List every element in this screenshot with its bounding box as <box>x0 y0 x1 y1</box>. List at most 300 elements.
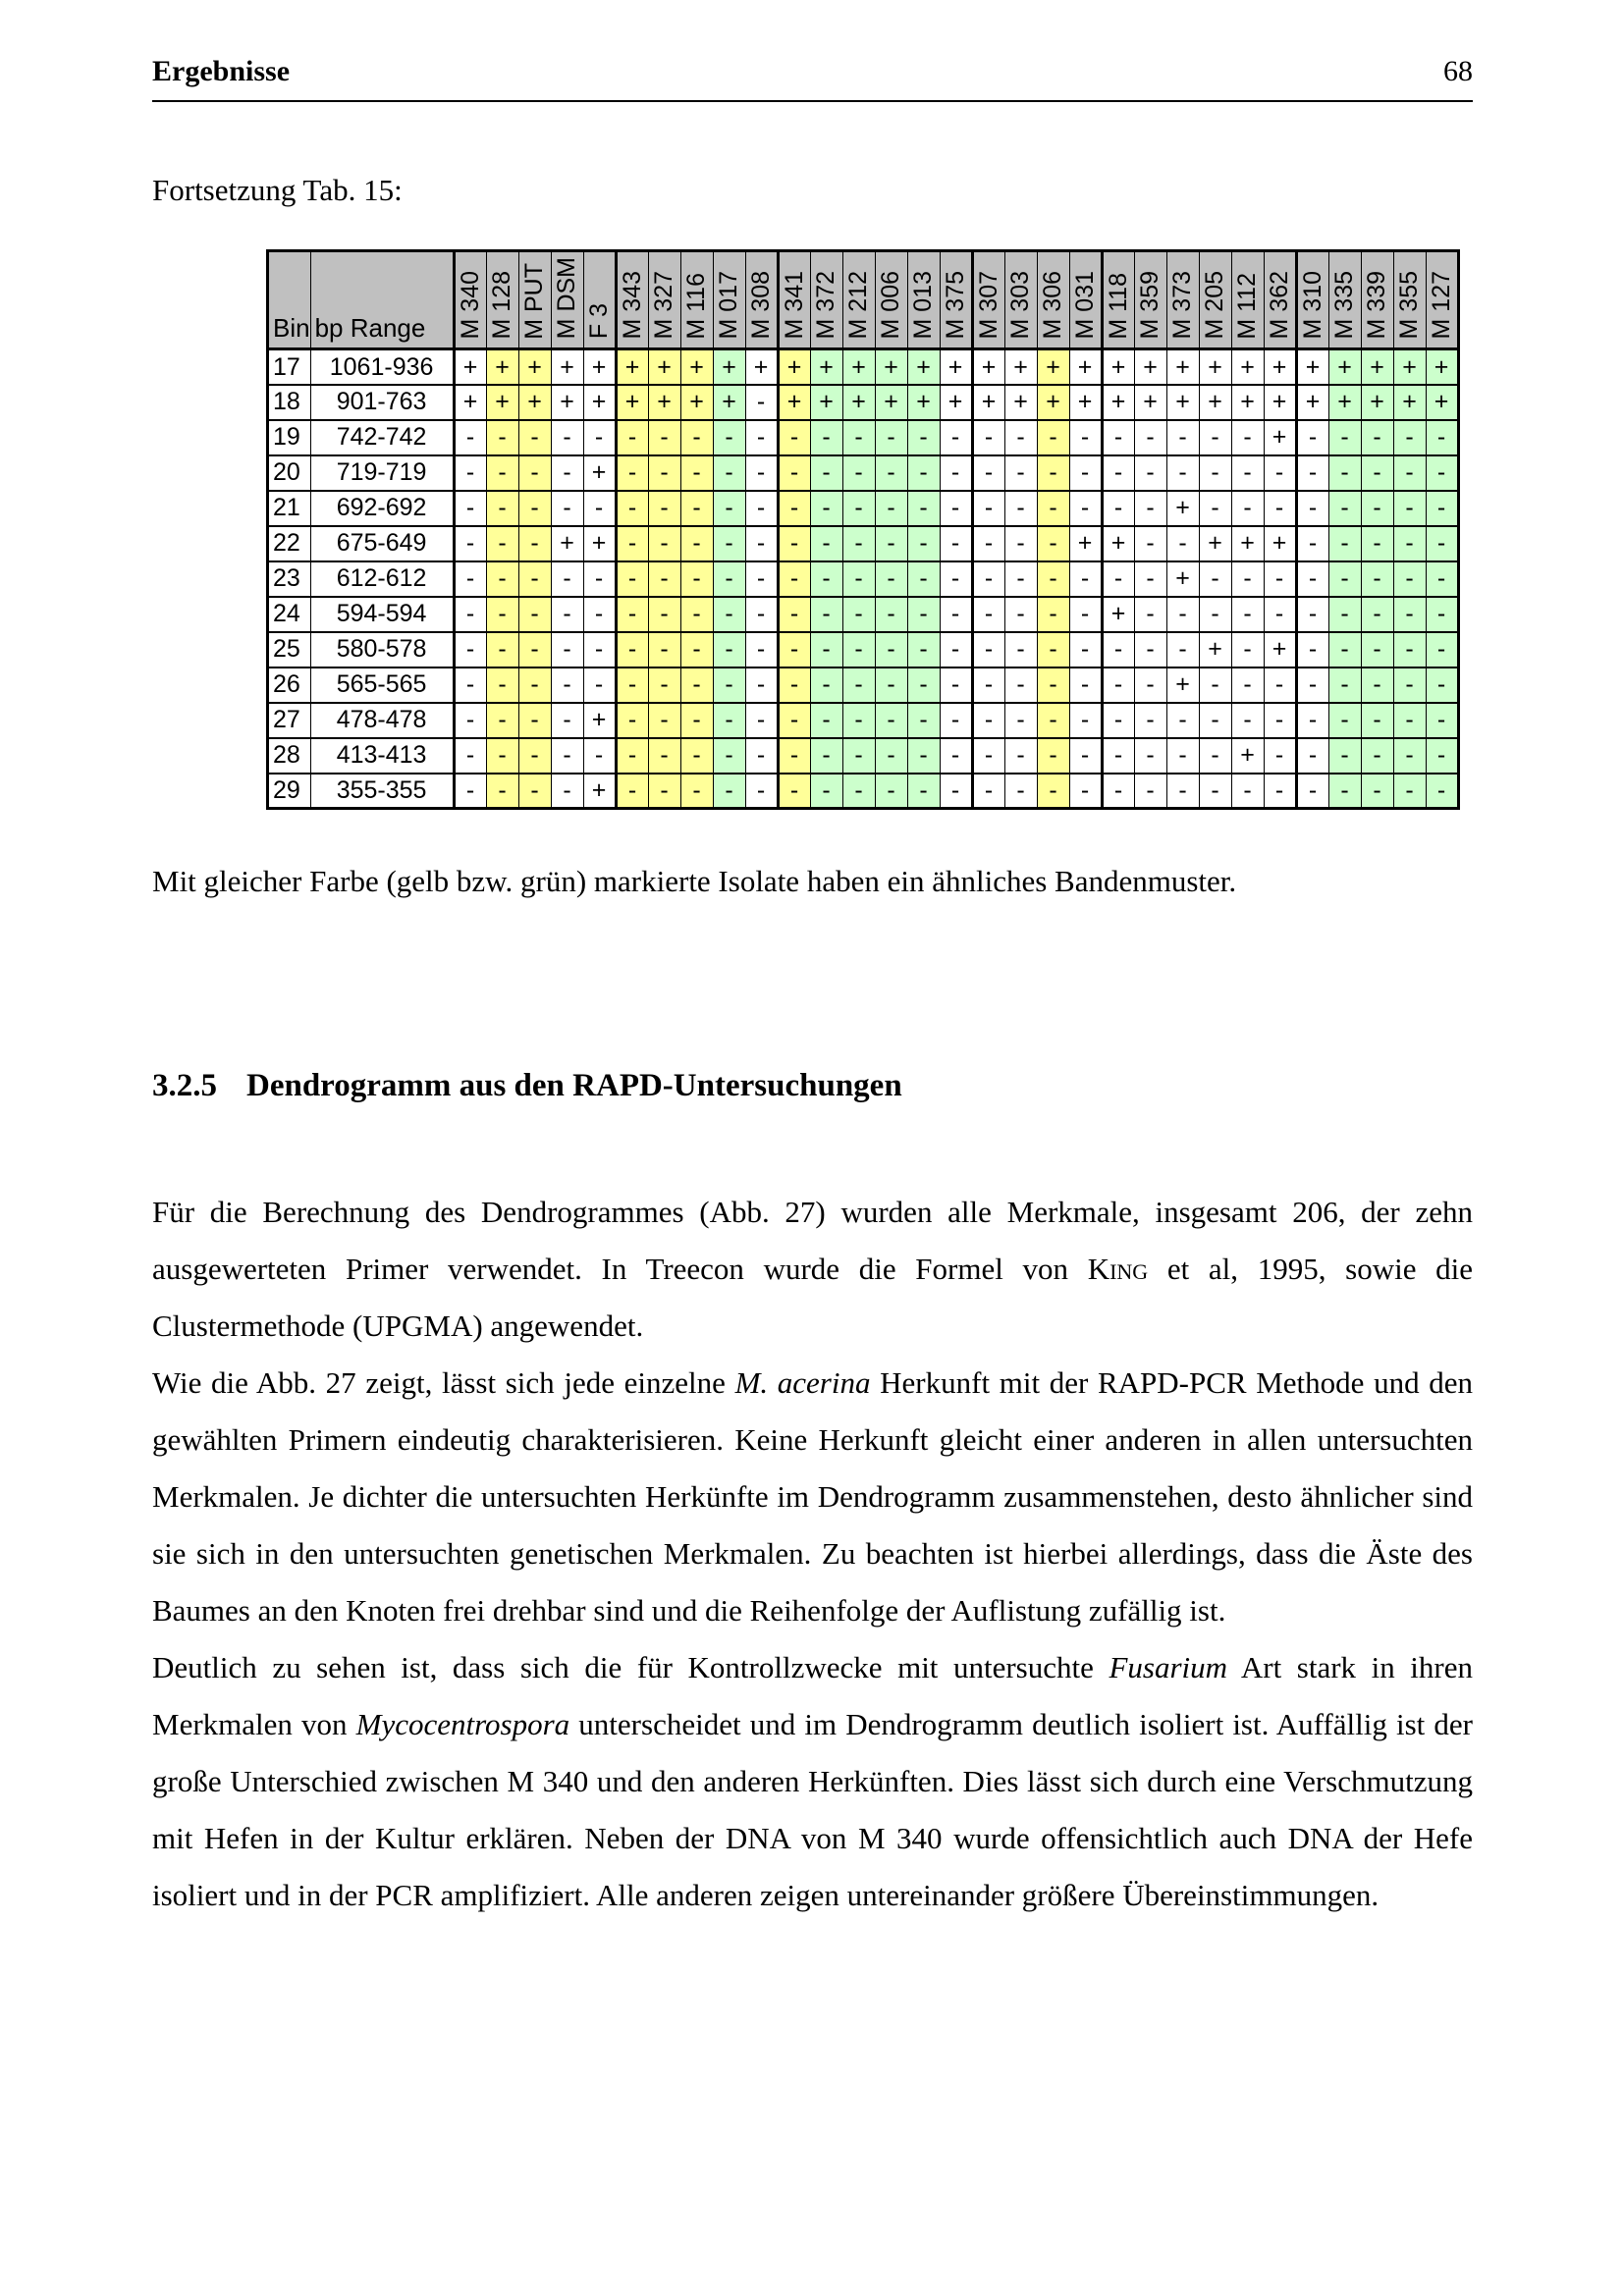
value-cell: + <box>1199 349 1231 385</box>
value-cell: - <box>1231 632 1264 667</box>
value-cell: - <box>1426 703 1458 738</box>
value-cell: - <box>551 455 583 491</box>
value-cell: - <box>518 420 551 455</box>
value-cell: - <box>907 738 940 774</box>
value-cell: - <box>778 420 810 455</box>
header-cell-isolate <box>1264 251 1296 349</box>
range-cell: 612-612 <box>310 561 454 597</box>
isolate-label: M 375 <box>941 270 969 340</box>
table-row-bin-20 <box>268 455 1459 491</box>
value-cell: - <box>778 455 810 491</box>
header-cell-isolate <box>875 251 907 349</box>
value-cell: + <box>1069 385 1102 420</box>
value-cell: - <box>778 491 810 526</box>
value-cell: - <box>778 703 810 738</box>
value-cell: - <box>1393 738 1426 774</box>
value-cell: - <box>680 597 713 632</box>
value-cell: - <box>1004 491 1037 526</box>
value-cell: - <box>972 526 1004 561</box>
table-row-bin-25 <box>268 632 1459 667</box>
value-cell: - <box>1102 738 1134 774</box>
isolate-label: M 343 <box>618 270 646 340</box>
value-cell: + <box>1296 349 1328 385</box>
value-cell: - <box>518 774 551 809</box>
value-cell: - <box>1102 667 1134 703</box>
value-cell: - <box>1361 491 1393 526</box>
value-cell: + <box>1296 385 1328 420</box>
value-cell: - <box>1069 561 1102 597</box>
value-cell: - <box>810 738 842 774</box>
value-cell: + <box>1264 349 1296 385</box>
isolate-label: M 308 <box>746 270 775 340</box>
value-cell: - <box>745 385 778 420</box>
value-cell: - <box>1296 455 1328 491</box>
range-cell: 580-578 <box>310 632 454 667</box>
text-run: et al, 1995, sowie die Clustermethode (UPGMA) angewendet. <box>152 1252 1473 1343</box>
value-cell: + <box>907 385 940 420</box>
value-cell: + <box>1231 349 1264 385</box>
value-cell: + <box>940 385 972 420</box>
value-cell: - <box>680 526 713 561</box>
value-cell: + <box>1264 420 1296 455</box>
value-cell: - <box>745 632 778 667</box>
value-cell: - <box>1426 455 1458 491</box>
value-cell: - <box>745 597 778 632</box>
value-cell: - <box>1296 703 1328 738</box>
value-cell: - <box>1296 420 1328 455</box>
header-cell-isolate <box>486 251 518 349</box>
value-cell: - <box>680 455 713 491</box>
value-cell: + <box>518 385 551 420</box>
value-cell: - <box>842 667 875 703</box>
range-cell: 594-594 <box>310 597 454 632</box>
value-cell: - <box>778 526 810 561</box>
isolate-label: M 006 <box>877 270 905 340</box>
value-cell: - <box>1102 491 1134 526</box>
value-cell: - <box>454 667 486 703</box>
value-cell: - <box>1426 632 1458 667</box>
value-cell: - <box>1328 491 1361 526</box>
value-cell: - <box>940 526 972 561</box>
header-cell-isolate <box>1069 251 1102 349</box>
header-cell-isolate <box>1004 251 1037 349</box>
value-cell: - <box>1231 667 1264 703</box>
bin-cell: 22 <box>268 526 311 561</box>
value-cell: + <box>583 349 616 385</box>
value-cell: - <box>842 774 875 809</box>
value-cell: + <box>583 526 616 561</box>
value-cell: - <box>1426 491 1458 526</box>
value-cell: - <box>778 667 810 703</box>
value-cell: - <box>1426 738 1458 774</box>
value-cell: - <box>810 632 842 667</box>
value-cell: + <box>1393 349 1426 385</box>
body-paragraph-2 <box>152 1355 1473 1639</box>
value-cell: - <box>616 667 648 703</box>
value-cell: - <box>940 774 972 809</box>
value-cell: - <box>1004 561 1037 597</box>
value-cell: - <box>1102 455 1134 491</box>
value-cell: + <box>680 385 713 420</box>
value-cell: - <box>875 738 907 774</box>
value-cell: - <box>810 774 842 809</box>
value-cell: - <box>1231 420 1264 455</box>
isolate-label: M 372 <box>812 270 840 340</box>
value-cell: - <box>1069 632 1102 667</box>
value-cell: - <box>454 597 486 632</box>
range-cell: 742-742 <box>310 420 454 455</box>
value-cell: - <box>1264 561 1296 597</box>
isolate-label: M 373 <box>1168 270 1197 340</box>
value-cell: - <box>583 667 616 703</box>
value-cell: - <box>1361 526 1393 561</box>
value-cell: - <box>1393 667 1426 703</box>
header-cell-isolate <box>1296 251 1328 349</box>
value-cell: - <box>1296 738 1328 774</box>
isolate-label: M 212 <box>844 270 873 340</box>
value-cell: - <box>1328 455 1361 491</box>
value-cell: - <box>1393 491 1426 526</box>
value-cell: - <box>648 738 680 774</box>
value-cell: - <box>454 703 486 738</box>
value-cell: - <box>907 491 940 526</box>
value-cell: - <box>940 597 972 632</box>
bin-cell: 17 <box>268 349 311 385</box>
value-cell: - <box>875 667 907 703</box>
value-cell: - <box>680 491 713 526</box>
range-cell: 565-565 <box>310 667 454 703</box>
value-cell: - <box>810 526 842 561</box>
value-cell: - <box>648 526 680 561</box>
header-cell-isolate <box>616 251 648 349</box>
value-cell: - <box>1199 703 1231 738</box>
value-cell: - <box>648 774 680 809</box>
value-cell: - <box>1328 632 1361 667</box>
isolate-label: M 112 <box>1233 272 1262 340</box>
value-cell: - <box>745 703 778 738</box>
value-cell: - <box>486 561 518 597</box>
value-cell: - <box>842 420 875 455</box>
value-cell: - <box>1102 703 1134 738</box>
header-cell-isolate <box>778 251 810 349</box>
value-cell: - <box>810 561 842 597</box>
value-cell: - <box>551 561 583 597</box>
value-cell: + <box>778 385 810 420</box>
value-cell: + <box>778 349 810 385</box>
table-row-bin-28 <box>268 738 1459 774</box>
value-cell: - <box>1102 561 1134 597</box>
header-cell-isolate <box>680 251 713 349</box>
value-cell: - <box>518 455 551 491</box>
value-cell: - <box>940 491 972 526</box>
value-cell: + <box>1426 349 1458 385</box>
value-cell: + <box>1102 597 1134 632</box>
value-cell: - <box>745 667 778 703</box>
value-cell: - <box>1134 526 1166 561</box>
value-cell: - <box>518 526 551 561</box>
value-cell: - <box>713 632 745 667</box>
value-cell: - <box>907 632 940 667</box>
value-cell: - <box>616 774 648 809</box>
value-cell: - <box>1069 703 1102 738</box>
bands-table <box>266 249 1460 810</box>
isolate-label: M DSM <box>553 257 581 340</box>
value-cell: - <box>648 703 680 738</box>
value-cell: + <box>1037 349 1069 385</box>
value-cell: - <box>907 667 940 703</box>
value-cell: + <box>1166 667 1199 703</box>
value-cell: - <box>1004 597 1037 632</box>
value-cell: - <box>745 774 778 809</box>
value-cell: - <box>1004 420 1037 455</box>
value-cell: - <box>1199 774 1231 809</box>
value-cell: - <box>778 774 810 809</box>
value-cell: - <box>1004 455 1037 491</box>
value-cell: - <box>1328 561 1361 597</box>
value-cell: + <box>1102 349 1134 385</box>
value-cell: - <box>1296 632 1328 667</box>
value-cell: - <box>907 455 940 491</box>
value-cell: + <box>1166 561 1199 597</box>
value-cell: - <box>972 455 1004 491</box>
value-cell: - <box>1264 491 1296 526</box>
range-cell: 1061-936 <box>310 349 454 385</box>
value-cell: - <box>680 774 713 809</box>
text-run-smallcaps: King <box>1087 1252 1149 1286</box>
value-cell: - <box>1296 667 1328 703</box>
value-cell: + <box>1004 385 1037 420</box>
value-cell: + <box>454 385 486 420</box>
value-cell: - <box>1166 632 1199 667</box>
value-cell: - <box>1037 632 1069 667</box>
value-cell: - <box>713 491 745 526</box>
value-cell: - <box>680 703 713 738</box>
value-cell: - <box>616 632 648 667</box>
value-cell: - <box>1134 455 1166 491</box>
value-cell: + <box>616 349 648 385</box>
value-cell: - <box>1069 455 1102 491</box>
value-cell: - <box>1328 703 1361 738</box>
value-cell: - <box>486 632 518 667</box>
isolate-label: M 355 <box>1395 270 1424 340</box>
value-cell: + <box>1426 385 1458 420</box>
range-cell: 692-692 <box>310 491 454 526</box>
isolate-label: M PUT <box>520 262 549 340</box>
value-cell: + <box>583 385 616 420</box>
value-cell: - <box>1296 491 1328 526</box>
table-wrapper <box>266 249 1460 810</box>
value-cell: - <box>1199 597 1231 632</box>
running-header-title: Ergebnisse <box>152 55 291 87</box>
value-cell: - <box>1328 738 1361 774</box>
value-cell: - <box>1361 774 1393 809</box>
value-cell: + <box>1166 491 1199 526</box>
value-cell: - <box>907 774 940 809</box>
value-cell: - <box>583 420 616 455</box>
value-cell: - <box>680 667 713 703</box>
value-cell: - <box>972 491 1004 526</box>
isolate-label: M 013 <box>909 270 938 340</box>
value-cell: - <box>972 703 1004 738</box>
bin-cell: 27 <box>268 703 311 738</box>
header-cell-isolate <box>1426 251 1458 349</box>
value-cell: - <box>648 491 680 526</box>
value-cell: - <box>1231 774 1264 809</box>
value-cell: - <box>1361 738 1393 774</box>
isolate-label: M 307 <box>974 270 1002 340</box>
value-cell: - <box>518 632 551 667</box>
value-cell: - <box>940 632 972 667</box>
table-row-bin-19 <box>268 420 1459 455</box>
value-cell: - <box>454 561 486 597</box>
isolate-label: M 335 <box>1330 270 1359 340</box>
value-cell: - <box>1231 561 1264 597</box>
bin-cell: 28 <box>268 738 311 774</box>
value-cell: - <box>583 597 616 632</box>
value-cell: - <box>875 491 907 526</box>
table-caption: Fortsetzung Tab. 15: <box>152 173 403 207</box>
value-cell: - <box>454 420 486 455</box>
value-cell: - <box>1199 561 1231 597</box>
value-cell: + <box>648 385 680 420</box>
text-run: Für die Berechnung des Dendrogrammes (Abb. 27) wurden alle Merkmale, insgesamt 206, der zehn ausgewerteten Primer verwendet. In Treecon wurde die Formel von <box>152 1195 1473 1286</box>
value-cell: - <box>842 526 875 561</box>
value-cell: - <box>810 420 842 455</box>
header-cell-isolate <box>972 251 1004 349</box>
value-cell: - <box>1231 703 1264 738</box>
value-cell: - <box>972 420 1004 455</box>
value-cell: - <box>1102 632 1134 667</box>
value-cell: + <box>583 703 616 738</box>
value-cell: - <box>907 597 940 632</box>
value-cell: - <box>1166 526 1199 561</box>
value-cell: - <box>486 774 518 809</box>
value-cell: - <box>1264 703 1296 738</box>
value-cell: + <box>648 349 680 385</box>
value-cell: + <box>1328 349 1361 385</box>
value-cell: - <box>486 455 518 491</box>
value-cell: + <box>1037 385 1069 420</box>
header-cell-isolate <box>518 251 551 349</box>
value-cell: - <box>713 420 745 455</box>
value-cell: - <box>1264 667 1296 703</box>
value-cell: - <box>486 491 518 526</box>
value-cell: - <box>1037 491 1069 526</box>
header-cell-isolate <box>1361 251 1393 349</box>
table-row-bin-22 <box>268 526 1459 561</box>
value-cell: + <box>842 349 875 385</box>
value-cell: - <box>1004 774 1037 809</box>
value-cell: + <box>1199 385 1231 420</box>
value-cell: - <box>583 632 616 667</box>
value-cell: - <box>810 703 842 738</box>
value-cell: - <box>842 491 875 526</box>
value-cell: - <box>1393 632 1426 667</box>
text-run: Art stark in ihren Merkmalen von <box>152 1650 1473 1741</box>
value-cell: - <box>1069 738 1102 774</box>
value-cell: - <box>972 632 1004 667</box>
value-cell: - <box>778 632 810 667</box>
value-cell: - <box>1166 597 1199 632</box>
value-cell: - <box>1037 774 1069 809</box>
value-cell: - <box>1166 738 1199 774</box>
value-cell: - <box>745 420 778 455</box>
value-cell: - <box>518 703 551 738</box>
value-cell: - <box>875 632 907 667</box>
value-cell: - <box>1134 597 1166 632</box>
value-cell: - <box>680 738 713 774</box>
value-cell: + <box>940 349 972 385</box>
header-rule <box>152 100 1473 102</box>
value-cell: - <box>551 420 583 455</box>
value-cell: + <box>1231 738 1264 774</box>
table-row-bin-27 <box>268 703 1459 738</box>
value-cell: - <box>875 420 907 455</box>
value-cell: - <box>616 703 648 738</box>
value-cell: - <box>1069 597 1102 632</box>
header-cell-isolate <box>810 251 842 349</box>
value-cell: - <box>583 491 616 526</box>
value-cell: - <box>778 561 810 597</box>
isolate-label: M 127 <box>1427 270 1455 340</box>
value-cell: - <box>972 667 1004 703</box>
value-cell: - <box>1264 738 1296 774</box>
value-cell: - <box>1361 561 1393 597</box>
value-cell: - <box>875 597 907 632</box>
section-title: Dendrogramm aus den RAPD-Untersuchungen <box>246 1068 902 1103</box>
value-cell: - <box>680 632 713 667</box>
value-cell: + <box>551 349 583 385</box>
value-cell: - <box>1004 526 1037 561</box>
value-cell: - <box>1134 703 1166 738</box>
value-cell: - <box>454 632 486 667</box>
table-row-bin-23 <box>268 561 1459 597</box>
range-cell: 901-763 <box>310 385 454 420</box>
bin-cell: 18 <box>268 385 311 420</box>
isolate-label: M 303 <box>1006 270 1035 340</box>
bin-cell: 20 <box>268 455 311 491</box>
value-cell: - <box>1426 774 1458 809</box>
value-cell: - <box>778 597 810 632</box>
header-cell-isolate <box>454 251 486 349</box>
value-cell: - <box>1166 420 1199 455</box>
header-cell-isolate <box>648 251 680 349</box>
value-cell: + <box>907 349 940 385</box>
value-cell: + <box>713 349 745 385</box>
section-heading <box>152 1068 902 1104</box>
value-cell: - <box>1296 774 1328 809</box>
value-cell: + <box>583 774 616 809</box>
table-row-bin-21 <box>268 491 1459 526</box>
value-cell: + <box>486 349 518 385</box>
text-run-italic: Fusarium <box>1109 1650 1228 1684</box>
value-cell: - <box>1361 420 1393 455</box>
value-cell: - <box>1037 455 1069 491</box>
value-cell: - <box>648 667 680 703</box>
value-cell: - <box>1264 455 1296 491</box>
header-cell-isolate <box>1037 251 1069 349</box>
value-cell: - <box>486 703 518 738</box>
value-cell: - <box>810 597 842 632</box>
value-cell: + <box>454 349 486 385</box>
value-cell: - <box>1426 420 1458 455</box>
bin-cell: 24 <box>268 597 311 632</box>
header-cell-isolate <box>907 251 940 349</box>
value-cell: - <box>745 526 778 561</box>
value-cell: - <box>907 526 940 561</box>
value-cell: - <box>1037 738 1069 774</box>
table-row-bin-17 <box>268 349 1459 385</box>
